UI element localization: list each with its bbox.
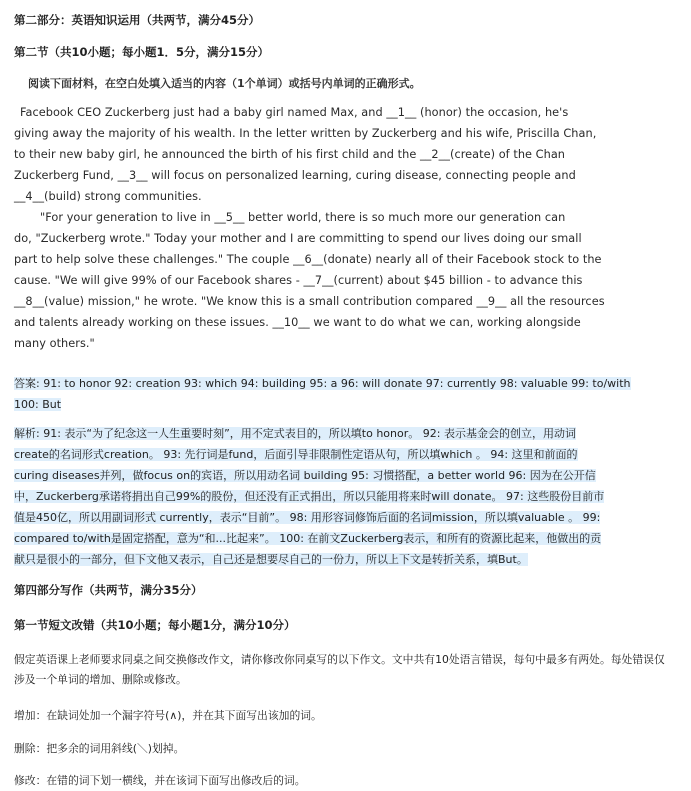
passage-line: Facebook CEO Zuckerberg just had a baby girl named Max, and __1__ (honor) the occasion, he's bbox=[20, 106, 569, 119]
passage-line: and talents already working on these issues. __10__ we want to do what we can, working alongside bbox=[14, 316, 581, 329]
part2-title: 第二部分：英语知识运用（共两节，满分45分） bbox=[14, 13, 261, 27]
explanation-line: curing diseases并列，做focus on的宾语，所以用动名词 building 95: 习惯搭配，a better world 96: 因为在公开信 bbox=[14, 469, 596, 482]
explanation-block bbox=[14, 423, 678, 570]
explanation-line: create的名词形式creation。 93: 先行词是fund，后面引导非限制性定语从句，所以填which 。 94: 这里和前面的 bbox=[14, 448, 578, 461]
explanation-line: 中，Zuckerberg承诺将捐出自己99%的股份，但还没有正式捐出，所以只能用将来时will donate。 97: 这些股份目前市 bbox=[14, 490, 605, 503]
explanation-line: 值是450亿，所以用副词形式 currently，表示“目前”。 98: 用形容词修饰后面的名词mission，所以填valuable 。 99: bbox=[14, 511, 601, 524]
passage bbox=[14, 102, 678, 354]
passage-line: many others." bbox=[14, 337, 95, 350]
correction-intro-line: 假定英语课上老师要求同桌之间交换修改作文，请你修改你同桌写的以下作文。文中共有10处语言错误，每句中最多有两处。每处错误仅 bbox=[14, 653, 665, 666]
rule-add: 增加：在缺词处加一个漏字符号(∧)，并在其下面写出该加的词。 bbox=[14, 709, 322, 722]
answer-line: 答案: 91: to honor 92: creation 93: which 94: building 95: a 96: will donate 97: currently 98: valuable 99: to/with bbox=[14, 377, 631, 390]
passage-line: "For your generation to live in __5__ better world, there is so much more our generation can bbox=[40, 211, 566, 224]
rule-delete: 删除：把多余的词用斜线(＼)划掉。 bbox=[14, 742, 185, 755]
explanation-line: compared to/with是固定搭配，意为“和...比起来”。 100: 在前文Zuckerberg表示，和所有的资源比起来，他做出的贡 bbox=[14, 532, 602, 545]
correction-intro-line: 涉及一个单词的增加、删除或修改。 bbox=[14, 673, 187, 686]
passage-line: Zuckerberg Fund, __3__ will focus on personalized learning, curing disease, connecting people and bbox=[14, 169, 576, 182]
passage-line: do, "Zuckerberg wrote." Today your mother and I are committing to spend our lives doing our small bbox=[14, 232, 582, 245]
passage-line: giving away the majority of his wealth. In the letter written by Zuckerberg and his wife, Priscilla Chan, bbox=[14, 127, 597, 140]
part4-title: 第四部分写作（共两节，满分35分） bbox=[14, 583, 203, 597]
correction-intro bbox=[14, 650, 678, 690]
explanation-line: 解析: 91: 表示“为了纪念这一人生重要时刻”，用不定式表目的，所以填to honor。 92: 表示基金会的创立，用动词 bbox=[14, 427, 576, 440]
passage-line: __4__(build) strong communities. bbox=[14, 190, 202, 203]
passage-line: to their new baby girl, he announced the birth of his first child and the __2__(create) of the Chan bbox=[14, 148, 566, 161]
answer-line: 100: But bbox=[14, 398, 62, 411]
answer-block bbox=[14, 373, 678, 415]
rule-modify: 修改：在错的词下划一横线，并在该词下面写出修改后的词。 bbox=[14, 774, 306, 787]
passage-line: __8__(value) mission," he wrote. "We know this is a small contribution compared __9__ all the resources bbox=[14, 295, 605, 308]
section1-title: 第一节短文改错（共10小题；每小题1分，满分10分） bbox=[14, 618, 296, 632]
instruction: 阅读下面材料，在空白处填入适当的内容（1个单词）或括号内单词的正确形式。 bbox=[28, 77, 421, 90]
passage-line: cause. "We will give 99% of our Facebook shares - __7__(current) about $45 billion - to advance this bbox=[14, 274, 583, 287]
section2-title: 第二节（共10小题；每小题1．5分，满分15分） bbox=[14, 45, 270, 59]
explanation-line: 献只是很小的一部分，但下文他又表示，自己还是想要尽自己的一份力，所以上下文是转折关系，填But。 bbox=[14, 553, 528, 566]
passage-line: part to help solve these challenges." The couple __6__(donate) nearly all of their Facebook stock to the bbox=[14, 253, 602, 266]
